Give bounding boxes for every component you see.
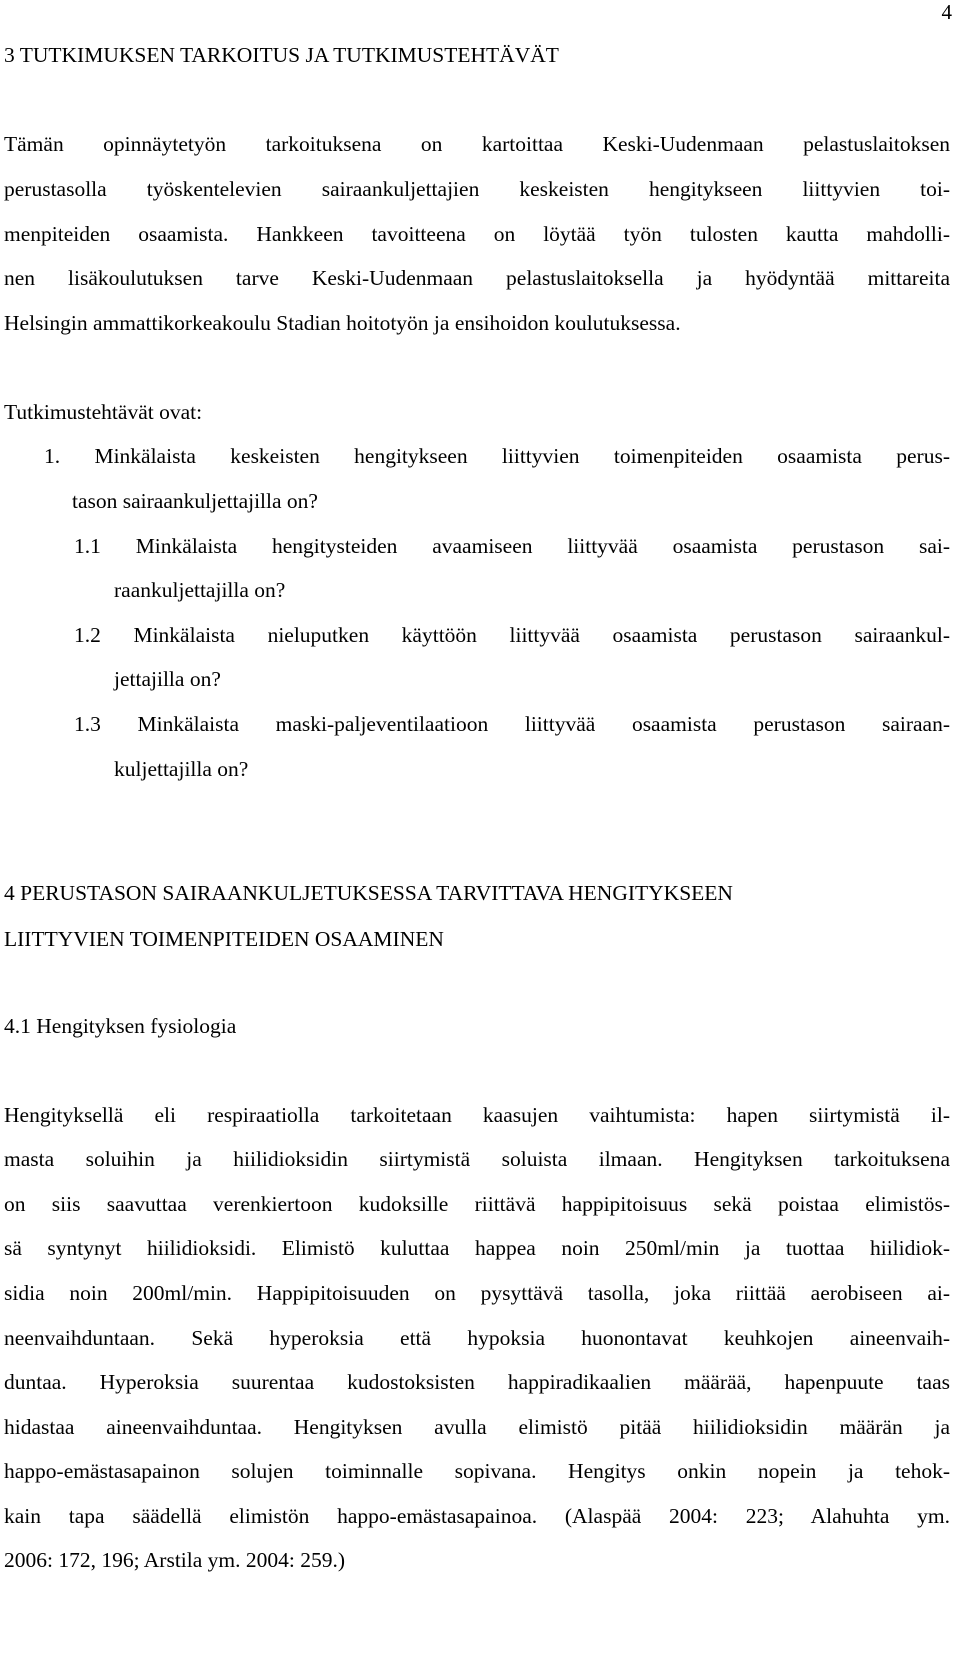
list-item: 1. Minkälaista keskeisten hengitykseen liittyvien toimenpiteiden osaamista perus-: [44, 444, 950, 468]
paragraph-line: on siis saavuttaa verenkiertoon kudoksille riittävä happipitoisuus sekä poistaa elimistös-: [4, 1192, 950, 1216]
paragraph-line: menpiteiden osaamista. Hankkeen tavoitteena on löytää työn tulosten kautta mahdolli-: [4, 222, 950, 246]
section-3-heading: 3 TUTKIMUKSEN TARKOITUS JA TUTKIMUSTEHTÄVÄT: [4, 43, 559, 67]
paragraph-line: 2006: 172, 196; Arstila ym. 2004: 259.): [4, 1548, 346, 1572]
paragraph-line: hidastaa aineenvaihduntaa. Hengityksen avulla elimistö pitää hiilidioksidin määrän ja: [4, 1415, 950, 1439]
page-number: 4: [941, 0, 952, 24]
paragraph-line: duntaa. Hyperoksia suurentaa kudostoksisten happiradikaalien määrää, hapenpuute taas: [4, 1370, 950, 1394]
list-item: 1.2 Minkälaista nieluputken käyttöön liittyvää osaamista perustason sairaankul-: [74, 623, 950, 647]
paragraph-line: kain tapa säädellä elimistön happo-emästasapainoa. (Alaspää 2004: 223; Alahuhta ym.: [4, 1504, 950, 1528]
paragraph-line: sidia noin 200ml/min. Happipitoisuuden on pysyttävä tasolla, joka riittää aerobiseen ai-: [4, 1281, 950, 1305]
list-item-continuation: raankuljettajilla on?: [114, 578, 286, 602]
section-4-heading-line: 4 PERUSTASON SAIRAANKULJETUKSESSA TARVITTAVA HENGITYKSEEN: [4, 881, 733, 905]
paragraph-line: neenvaihduntaan. Sekä hyperoksia että hypoksia huonontavat keuhkojen aineenvaih-: [4, 1326, 950, 1350]
paragraph-line: happo-emästasapainon solujen toiminnalle sopivana. Hengitys onkin nopein ja tehok-: [4, 1459, 950, 1483]
subsection-4-1-heading: 4.1 Hengityksen fysiologia: [4, 1014, 237, 1038]
list-item: 1.3 Minkälaista maski-paljeventilaatioon liittyvää osaamista perustason sairaan-: [74, 712, 950, 736]
paragraph-line: sä syntynyt hiilidioksidi. Elimistö kuluttaa happea noin 250ml/min ja tuottaa hiilidiok-: [4, 1236, 950, 1260]
list-item-continuation: tason sairaankuljettajilla on?: [72, 489, 318, 513]
section-4-heading-line: LIITTYVIEN TOIMENPITEIDEN OSAAMINEN: [4, 927, 444, 951]
paragraph-line: Helsingin ammattikorkeakoulu Stadian hoitotyön ja ensihoidon koulutuksessa.: [4, 311, 681, 335]
paragraph-line: perustasolla työskentelevien sairaankuljettajien keskeisten hengitykseen liittyvien toi-: [4, 177, 950, 201]
list-item: 1.1 Minkälaista hengitysteiden avaamiseen liittyvää osaamista perustason sai-: [74, 534, 950, 558]
paragraph-line: masta soluihin ja hiilidioksidin siirtymistä soluista ilmaan. Hengityksen tarkoituksena: [4, 1147, 950, 1171]
paragraph-line: nen lisäkoulutuksen tarve Keski-Uudenmaan pelastuslaitoksella ja hyödyntää mittareita: [4, 266, 950, 290]
list-item-continuation: kuljettajilla on?: [114, 757, 249, 781]
list-item-continuation: jettajilla on?: [114, 667, 221, 691]
paragraph-line: Tämän opinnäytetyön tarkoituksena on kartoittaa Keski-Uudenmaan pelastuslaitoksen: [4, 132, 950, 156]
paragraph-line: Hengityksellä eli respiraatiolla tarkoitetaan kaasujen vaihtumista: hapen siirtymistä il-: [4, 1103, 950, 1127]
tasks-intro: Tutkimustehtävät ovat:: [4, 400, 203, 424]
